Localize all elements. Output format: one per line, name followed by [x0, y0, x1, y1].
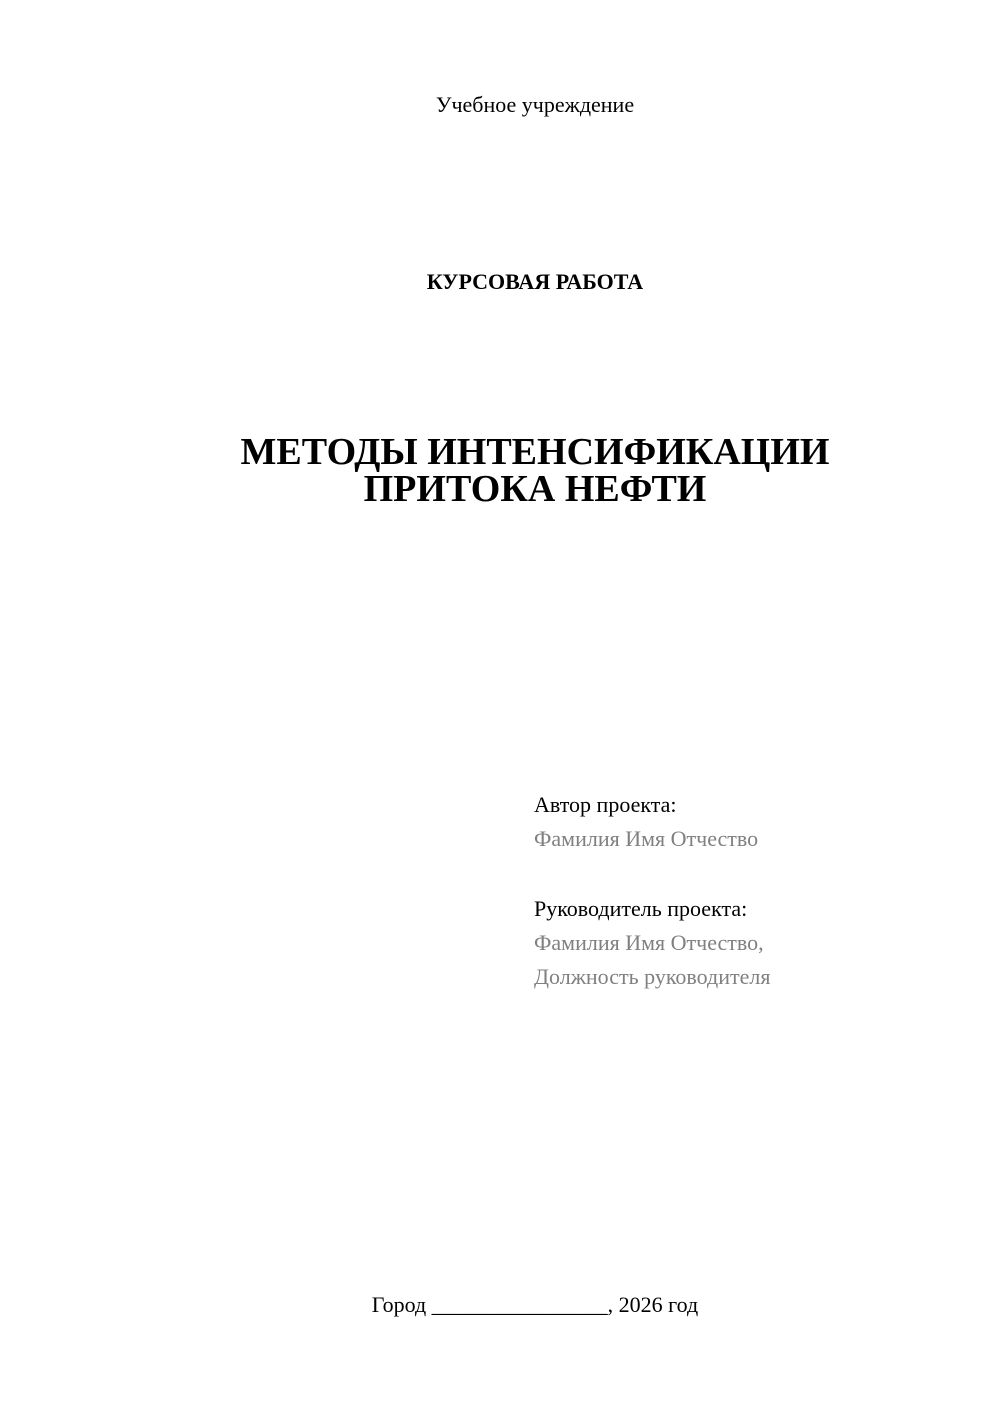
supervisor-label: Руководитель проекта: [534, 896, 748, 921]
title-line-2: ПРИТОКА НЕФТИ [363, 468, 707, 510]
spacer [534, 856, 770, 892]
title-line-1: МЕТОДЫ ИНТЕНСИФИКАЦИИ [240, 431, 830, 473]
supervisor-position: Должность руководителя [534, 964, 771, 989]
project-info [534, 788, 770, 994]
author-label: Автор проекта: [534, 792, 677, 817]
document-title [0, 431, 1000, 510]
city-year-footer: Город ________________, 2026 год [371, 1292, 699, 1317]
author-name: Фамилия Имя Отчество [534, 826, 759, 851]
supervisor-name: Фамилия Имя Отчество, [534, 930, 764, 955]
work-type-heading: КУРСОВАЯ РАБОТА [426, 269, 644, 294]
institution-name: Учебное учреждение [435, 92, 635, 117]
